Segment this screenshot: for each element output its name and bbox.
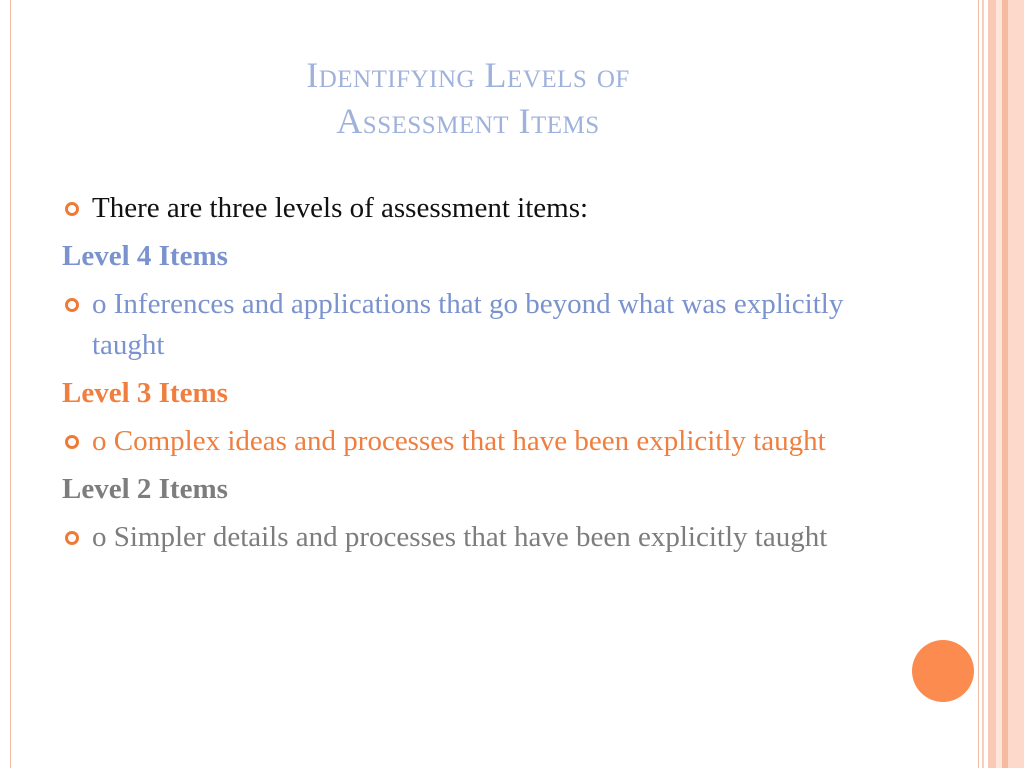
stripe (978, 0, 979, 768)
intro-bullet (62, 188, 872, 229)
level-3-description: o Complex ideas and processes that have been explicitly taught (92, 425, 826, 457)
title-line-2: Assessment Items (336, 101, 600, 141)
level-2-heading: Level 2 Items (62, 473, 228, 505)
decorative-circle (912, 640, 974, 702)
intro-text: There are three levels of assessment items: (92, 192, 589, 224)
level-4-description: o Inferences and applications that go beyond what was explicitly taught (92, 288, 844, 361)
left-border-line (10, 0, 11, 768)
level-3-bullet (62, 421, 872, 462)
level-2-description: o Simpler details and processes that have been explicitly taught (92, 521, 828, 553)
title-line-1: Identifying Levels of (306, 55, 630, 95)
level-2-bullet (62, 517, 872, 558)
level-4-bullet (62, 284, 872, 366)
ring-bullet-icon (65, 435, 79, 449)
right-decorative-stripes (978, 0, 1024, 768)
stripe (988, 0, 996, 768)
ring-bullet-icon (65, 298, 79, 312)
slide-content (62, 188, 872, 565)
stripe (1008, 0, 1024, 768)
ring-bullet-icon (65, 202, 79, 216)
ring-bullet-icon (65, 531, 79, 545)
slide-title (60, 52, 876, 144)
level-3-heading: Level 3 Items (62, 377, 228, 409)
level-4-heading: Level 4 Items (62, 240, 228, 272)
stripe (982, 0, 984, 768)
